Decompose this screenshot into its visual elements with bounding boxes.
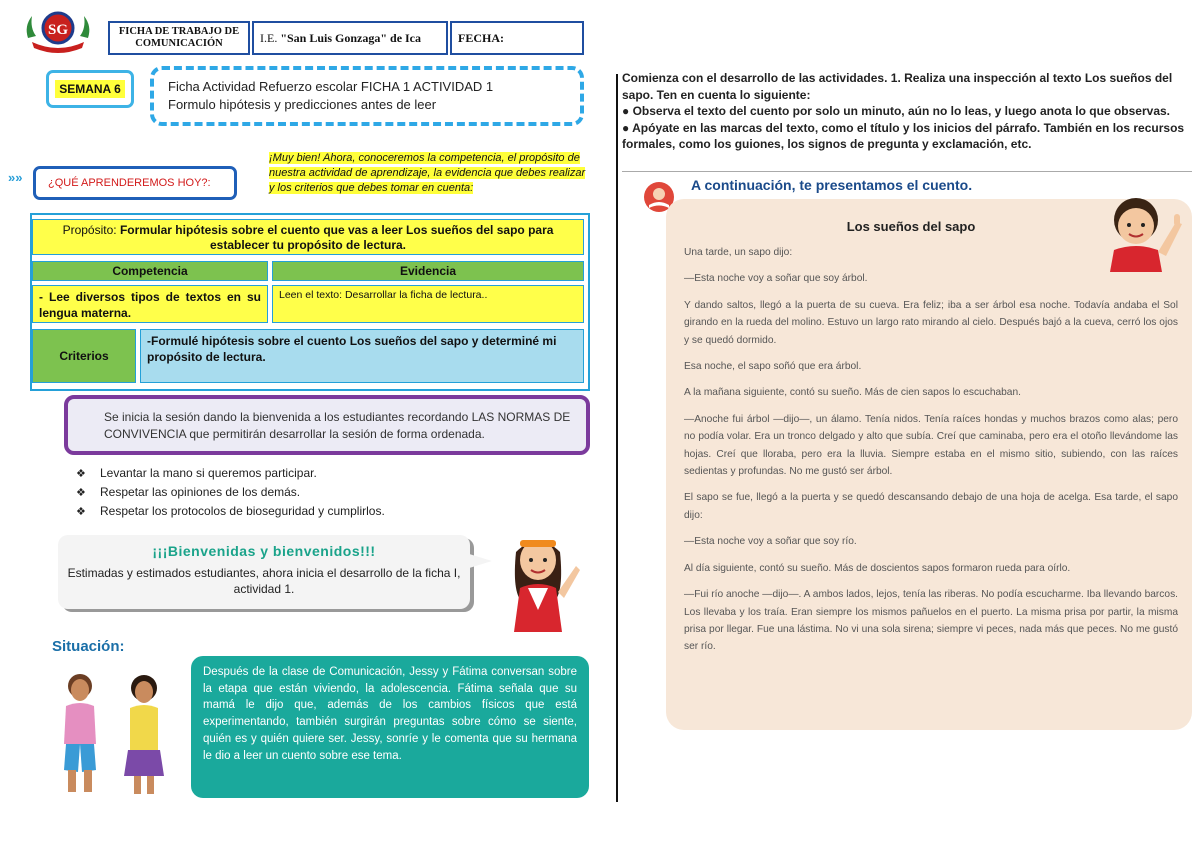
proposito-row: Propósito: Formular hipótesis sobre el cuento que vas a leer Los sueños del sapo para establecer tu propósito de lectura. xyxy=(32,219,584,255)
list-item: ❖ Respetar las opiniones de los demás. xyxy=(76,483,385,502)
school-logo xyxy=(22,8,94,54)
header-fecha: FECHA: xyxy=(450,21,584,55)
story-title: Los sueños del sapo xyxy=(846,219,976,234)
story-paragraph: El sapo se fue, llegó a la puerta y se quedó descansando debajo de una hoja de acelga. Esa tarde, el sapo dijo: xyxy=(684,492,1178,521)
story-paragraph: Y dando saltos, llegó a la puerta de su cueva. Era feliz; iba a ser árbol esa noche. Todavía andaba el Sol girando en la rueda del molino. Estuvo un largo rato mirando al cielo. Después bajó a la cueva, cerró los ojos y se quedó dormido. xyxy=(684,299,1178,346)
criterios-value: -Formulé hipótesis sobre el cuento Los sueños del sapo y determiné mi propósito de lectura. xyxy=(140,329,584,383)
story-paragraph: —Anoche fui árbol —dijo—, un álamo. Tenía nidos. Tenía raíces hondas y muchos brazos como alas; pero no podía volar. Era un tronco delgado y alto que subía. Creí que caminaba, pero era el otoño llevándome las hojas. Creí que lloraba, pero era la lluvia. Siempre estaba en el mismo sitio, subiendo, con las raíces sedientas y profundas. No me gustó ser árbol. xyxy=(684,413,1178,478)
list-item: ❖ Levantar la mano si queremos participar. xyxy=(76,464,385,483)
situacion-title: Situación: xyxy=(52,638,125,655)
diamond-bullet-icon: ❖ xyxy=(76,506,86,518)
logo-text: SG xyxy=(47,22,69,38)
ficha-line-2: Formulo hipótesis y predicciones antes de leer xyxy=(168,97,437,112)
competencia-header: Competencia xyxy=(32,261,268,281)
instruction-line: ● Observa el texto del cuento por solo un minuto, aún no lo leas, y luego anota lo que observas. xyxy=(622,104,1171,118)
ficha-line-1: Ficha Actividad Refuerzo escolar FICHA 1 ACTIVIDAD 1 xyxy=(168,79,494,94)
instruction-line: Comienza con el desarrollo de las actividades. 1. Realiza una inspección al texto Los sueños del sapo. Ten en cuenta lo siguiente: xyxy=(622,71,1173,102)
ficha-title-box xyxy=(150,66,584,126)
criterios-header: Criterios xyxy=(32,329,136,383)
bienvenida-title: ¡¡¡Bienvenidas y bienvenidos!!! xyxy=(152,543,376,559)
story-panel xyxy=(666,199,1192,730)
list-item: ❖ Respetar los protocolos de bioseguridad y cumplirlos. xyxy=(76,502,385,521)
diamond-bullet-icon: ❖ xyxy=(76,468,86,480)
situacion-text: Después de la clase de Comunicación, Jessy y Fátima conversan sobre la etapa que están viviendo, la adolescencia. Fátima señala que su mamá le dijo que, además de los cambios físicos que está experimentando, también surgirán preguntas sobre cómo se siente, quién es y quién quiere ser. Jessy, sonríe y le comenta que su hermana le dio a leer un cuento sobre ese tema. xyxy=(191,656,589,798)
bienvenida-text: Estimadas y estimados estudiantes, ahora inicia el desarrollo de la ficha I, actividad 1. xyxy=(67,566,461,596)
story-paragraph: —Esta noche voy a soñar que soy árbol. xyxy=(684,273,868,285)
competencia-value: - Lee diversos tipos de textos en su lengua materna. xyxy=(32,285,268,323)
normas-list xyxy=(76,464,385,521)
muy-bien-text: ¡Muy bien! Ahora, conoceremos la competencia, el propósito de nuestra actividad de aprendizaje, la evidencia que debes realizar y los criterios que debes tomar en cuenta: xyxy=(269,152,586,194)
story-paragraph: —Fui río anoche —dijo—. A ambos lados, lejos, tenía las riberas. No podía escucharme. Iba llevando barcos. Los llevaba y los traía. Eran siempre los mismos pañuelos en el puerto. La misma prisa por partir, la misma prisa por llegar. Fue una lástima. No vi una sola sirena; siempre vi peces, nada más que peces. No me gustó ser río. xyxy=(684,589,1178,653)
story-paragraph: Esa noche, el sapo soñó que era árbol. xyxy=(684,361,862,373)
story-paragraph: Al día siguiente, contó su sueño. Más de doscientos sapos formaron rueda para oírlo. xyxy=(684,562,1071,574)
arrows-icon: »» xyxy=(8,170,23,185)
diamond-bullet-icon: ❖ xyxy=(76,487,86,499)
evidencia-value: Leen el texto: Desarrollar la ficha de lectura.. xyxy=(272,285,584,323)
cuento-intro: A continuación, te presentamos el cuento. xyxy=(691,177,973,193)
story-paragraph: —Esta noche voy a soñar que soy río. xyxy=(684,536,857,548)
instruction-line: ● Apóyate en las marcas del texto, como el título y los inicios del párrafo. También en los recursos formales, como los guiones, los signos de pregunta y exclamación, etc. xyxy=(622,120,1185,151)
students-illustration xyxy=(40,660,180,800)
story-paragraph: A la mañana siguiente, contó su sueño. Más de cien sapos lo escuchaban. xyxy=(684,387,1021,399)
bienvenida-bubble xyxy=(58,535,470,609)
evidencia-header: Evidencia xyxy=(272,261,584,281)
separator-line xyxy=(622,171,1192,172)
teacher-illustration xyxy=(488,522,588,632)
header-institution: I.E. "San Luis Gonzaga" de Ica xyxy=(252,21,448,55)
semana-badge: SEMANA 6 xyxy=(46,70,134,108)
column-divider xyxy=(616,74,618,802)
boy-illustration xyxy=(1096,192,1194,272)
sesion-box: Se inicia la sesión dando la bienvenida a los estudiantes recordando LAS NORMAS DE CONVIVENCIA que permitirán desarrollar la sesión de forma ordenada. xyxy=(64,395,590,455)
instructions xyxy=(622,70,1192,153)
header-ficha: FICHA DE TRABAJO DE COMUNICACIÓN xyxy=(108,21,250,55)
que-aprenderemos-label: ¿QUÉ APRENDEREMOS HOY?: xyxy=(33,166,237,200)
story-paragraph: Una tarde, un sapo dijo: xyxy=(684,247,793,258)
